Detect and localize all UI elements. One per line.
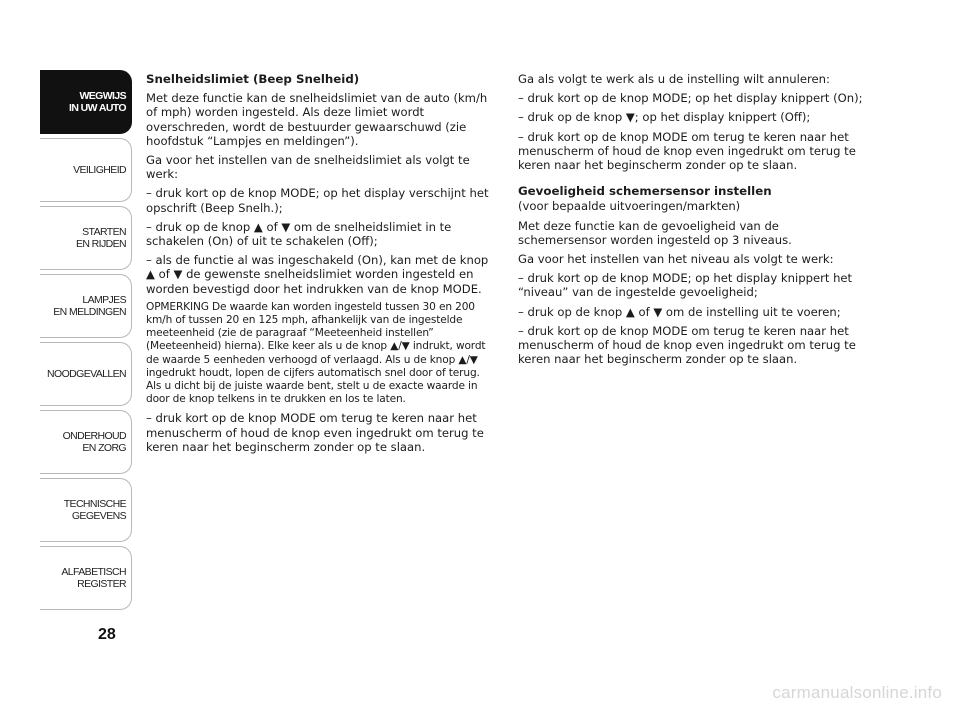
- tab-label-line: EN ZORG: [82, 442, 126, 454]
- tab-label-line: EN RIJDEN: [75, 238, 126, 250]
- tab-technische[interactable]: [40, 478, 132, 542]
- tab-label-line: ALFABETISCH: [61, 566, 126, 578]
- tab-onderhoud[interactable]: [40, 410, 132, 474]
- note-paragraph: OPMERKING De waarde kan worden ingesteld tussen 30 en 200 km/h of tussen 20 en 125 mph, afhankelijk van de ingestelde meeteenheid (zie de paragraaf “Meeteenheid instellen” (Meeteenheid) hierna). Elke keer als u de knop ▲/▼ indrukt, wordt de waarde 5 eenheden verhoogd of verlaagd. Als u de knop ▲/▼ ingedrukt houdt, lopen de cijfers automatisch snel door of terug. Als u dicht bij de juiste waarde bent, stelt u de exacte waarde in door de knop telkens in te drukken en los te laten.: [146, 300, 486, 406]
- section-subheading: (voor bepaalde uitvoeringen/markten): [518, 199, 741, 214]
- tab-starten[interactable]: [40, 206, 132, 270]
- section-heading: Gevoeligheid schemersensor instellen: [518, 184, 772, 199]
- tab-veiligheid[interactable]: [40, 138, 132, 202]
- section-heading: Snelheidslimiet (Beep Snelheid): [146, 72, 360, 86]
- watermark: carmanualsonline.info: [772, 683, 942, 702]
- tab-label-line: TECHNISCHE: [63, 498, 126, 510]
- right-column: [518, 72, 870, 371]
- paragraph: Ga als volgt te werk als u de instelling wilt annuleren:: [518, 72, 830, 86]
- step-item: – druk kort op de knop MODE om terug te keren naar het menuscherm of houd de knop even ingedrukt om terug te keren naar het beginscherm zonder op te slaan.: [518, 129, 856, 173]
- tab-lampjes[interactable]: [40, 274, 132, 338]
- paragraph: Ga voor het instellen van het niveau als volgt te werk:: [518, 252, 834, 267]
- step-item: – druk kort op de knop MODE; op het display verschijnt het opschrift (Beep Snelh.);: [146, 186, 489, 215]
- chapter-sidebar: [40, 70, 132, 614]
- tab-label-line: LAMPJES: [82, 294, 126, 306]
- step-item: – druk kort op de knop MODE; op het display knippert (On);: [518, 91, 863, 106]
- step-item: – als de functie al was ingeschakeld (On), kan met de knop ▲ of ▼ de gewenste snelheidslimiet worden ingesteld en worden bevestigd door het indrukken van de knop MODE.: [146, 253, 489, 296]
- tab-label-line: NOODGEVALLEN: [47, 368, 126, 380]
- step-item: – druk kort op de knop MODE om terug te keren naar het menuscherm of houd de knop even ingedrukt om terug te keren naar het beginscherm zonder op te slaan.: [146, 411, 484, 454]
- tab-label-line: WEGWIJS: [79, 90, 126, 102]
- tab-alfabetisch[interactable]: [40, 546, 132, 610]
- tab-label-line: GEGEVENS: [71, 510, 126, 522]
- step-item: – druk op de knop ▲ of ▼ om de snelheidslimiet in te schakelen (On) of uit te schakelen (Off);: [146, 219, 452, 249]
- paragraph: Ga voor het instellen van de snelheidslimiet als volgt te werk:: [146, 153, 470, 182]
- left-column: [146, 72, 496, 459]
- step-item: – druk kort op de knop MODE; op het display knippert het “niveau” van de ingestelde gevoeligheid;: [518, 271, 853, 300]
- step-item: – druk op de knop ▲ of ▼ om de instelling uit te voeren;: [518, 304, 841, 319]
- tab-label-line: EN MELDINGEN: [53, 306, 126, 318]
- tab-wegwijs[interactable]: [40, 70, 132, 134]
- tab-label-line: ONDERHOUD: [62, 430, 126, 442]
- paragraph: Met deze functie kan de gevoeligheid van de schemersensor worden ingesteld op 3 niveaus.: [518, 218, 792, 247]
- step-item: – druk op de knop ▼; op het display knippert (Off);: [518, 110, 811, 125]
- tab-label-line: REGISTER: [77, 578, 126, 590]
- tab-label-line: IN UW AUTO: [69, 102, 126, 114]
- paragraph: Met deze functie kan de snelheidslimiet van de auto (km/h of mph) worden ingesteld. Als deze limiet wordt overschreden, wordt de bestuurder gewaarschuwd (zie hoofdstuk “Lampjes en meldingen”).: [146, 91, 488, 148]
- step-item: – druk kort op de knop MODE om terug te keren naar het menuscherm of houd de knop even ingedrukt om terug te keren naar het beginscherm zonder op te slaan.: [518, 323, 856, 367]
- tab-label-line: VEILIGHEID: [73, 164, 126, 176]
- page-number: 28: [98, 626, 116, 643]
- tab-noodgevallen[interactable]: [40, 342, 132, 406]
- tab-label-line: STARTEN: [82, 226, 126, 238]
